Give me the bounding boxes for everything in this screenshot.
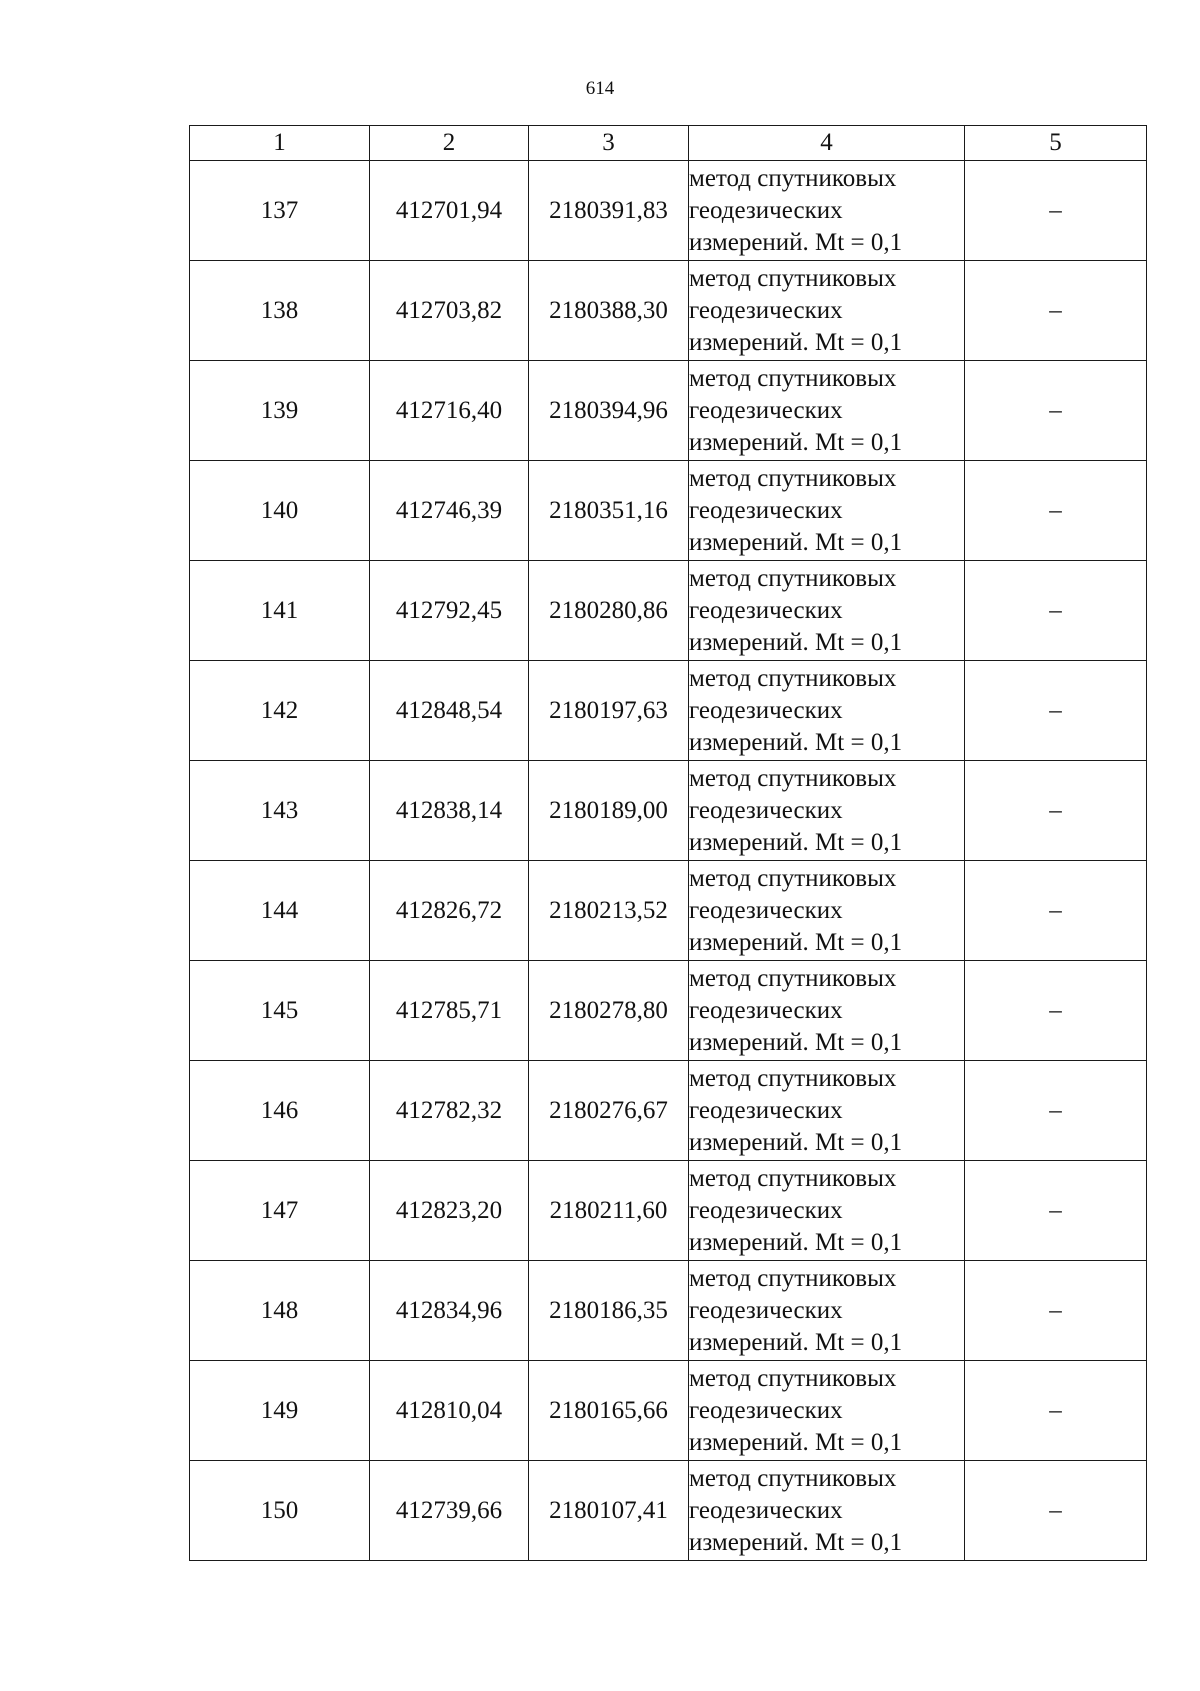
- y-coordinate-cell: 2180197,63: [529, 661, 689, 761]
- method-text-line: измерений. Mt = 0,1: [689, 328, 903, 356]
- table-row: [190, 1061, 1147, 1161]
- y-coordinate-cell: 2180280,86: [529, 561, 689, 661]
- header-cell: 5: [965, 126, 1147, 161]
- method-text-line: измерений. Mt = 0,1: [689, 828, 903, 856]
- point-number-cell: 146: [190, 1061, 370, 1161]
- note-cell: –: [965, 1261, 1147, 1361]
- table-row: [190, 1361, 1147, 1461]
- method-text-line: геодезических: [689, 496, 843, 524]
- method-text-line: метод спутниковых: [689, 1164, 897, 1192]
- table-row: [190, 261, 1147, 361]
- table-row: [190, 861, 1147, 961]
- x-coordinate-cell: 412838,14: [370, 761, 529, 861]
- note-cell: –: [965, 561, 1147, 661]
- method-text-line: измерений. Mt = 0,1: [689, 1228, 903, 1256]
- method-text-line: геодезических: [689, 996, 843, 1024]
- point-number-cell: 137: [190, 161, 370, 261]
- method-cell: [689, 1261, 965, 1361]
- table-row: [190, 1161, 1147, 1261]
- x-coordinate-cell: 412782,32: [370, 1061, 529, 1161]
- method-text-line: метод спутниковых: [689, 664, 897, 692]
- point-number-cell: 148: [190, 1261, 370, 1361]
- method-text-line: метод спутниковых: [689, 464, 897, 492]
- point-number-cell: 139: [190, 361, 370, 461]
- x-coordinate-cell: 412716,40: [370, 361, 529, 461]
- method-text-line: метод спутниковых: [689, 864, 897, 892]
- y-coordinate-cell: 2180388,30: [529, 261, 689, 361]
- method-cell: [689, 1361, 965, 1461]
- method-text-line: метод спутниковых: [689, 1464, 897, 1492]
- table-row: [190, 561, 1147, 661]
- y-coordinate-cell: 2180391,83: [529, 161, 689, 261]
- x-coordinate-cell: 412701,94: [370, 161, 529, 261]
- table-row: [190, 1461, 1147, 1561]
- method-text-line: метод спутниковых: [689, 364, 897, 392]
- method-cell: [689, 661, 965, 761]
- method-cell: [689, 1161, 965, 1261]
- table-body: [190, 161, 1147, 1561]
- method-text-line: измерений. Mt = 0,1: [689, 1528, 903, 1556]
- method-text-line: измерений. Mt = 0,1: [689, 1028, 903, 1056]
- method-text-line: геодезических: [689, 1396, 843, 1424]
- y-coordinate-cell: 2180211,60: [529, 1161, 689, 1261]
- method-text-line: измерений. Mt = 0,1: [689, 928, 903, 956]
- y-coordinate-cell: 2180165,66: [529, 1361, 689, 1461]
- method-cell: [689, 961, 965, 1061]
- y-coordinate-cell: 2180278,80: [529, 961, 689, 1061]
- method-text-line: измерений. Mt = 0,1: [689, 628, 903, 656]
- point-number-cell: 149: [190, 1361, 370, 1461]
- x-coordinate-cell: 412834,96: [370, 1261, 529, 1361]
- method-text-line: геодезических: [689, 1096, 843, 1124]
- method-cell: [689, 361, 965, 461]
- table-row: [190, 461, 1147, 561]
- x-coordinate-cell: 412746,39: [370, 461, 529, 561]
- method-text-line: геодезических: [689, 296, 843, 324]
- method-text-line: измерений. Mt = 0,1: [689, 1428, 903, 1456]
- y-coordinate-cell: 2180189,00: [529, 761, 689, 861]
- method-text-line: метод спутниковых: [689, 164, 897, 192]
- point-number-cell: 140: [190, 461, 370, 561]
- method-text-line: метод спутниковых: [689, 1364, 897, 1392]
- table-row: [190, 361, 1147, 461]
- table-row: [190, 1261, 1147, 1361]
- x-coordinate-cell: 412792,45: [370, 561, 529, 661]
- point-number-cell: 150: [190, 1461, 370, 1561]
- table-row: [190, 761, 1147, 861]
- note-cell: –: [965, 261, 1147, 361]
- x-coordinate-cell: 412848,54: [370, 661, 529, 761]
- note-cell: –: [965, 361, 1147, 461]
- y-coordinate-cell: 2180394,96: [529, 361, 689, 461]
- method-cell: [689, 261, 965, 361]
- note-cell: –: [965, 1061, 1147, 1161]
- note-cell: –: [965, 961, 1147, 1061]
- method-cell: [689, 1461, 965, 1561]
- method-text-line: измерений. Mt = 0,1: [689, 728, 903, 756]
- x-coordinate-cell: 412810,04: [370, 1361, 529, 1461]
- method-cell: [689, 861, 965, 961]
- method-text-line: геодезических: [689, 796, 843, 824]
- point-number-cell: 141: [190, 561, 370, 661]
- note-cell: –: [965, 1361, 1147, 1461]
- y-coordinate-cell: 2180213,52: [529, 861, 689, 961]
- page-number: 614: [585, 78, 615, 99]
- method-cell: [689, 461, 965, 561]
- method-text-line: геодезических: [689, 896, 843, 924]
- x-coordinate-cell: 412823,20: [370, 1161, 529, 1261]
- method-text-line: метод спутниковых: [689, 264, 897, 292]
- coordinates-table: [189, 125, 1147, 1561]
- note-cell: –: [965, 461, 1147, 561]
- method-text-line: геодезических: [689, 396, 843, 424]
- method-cell: [689, 161, 965, 261]
- method-text-line: геодезических: [689, 1196, 843, 1224]
- point-number-cell: 142: [190, 661, 370, 761]
- point-number-cell: 147: [190, 1161, 370, 1261]
- method-text-line: метод спутниковых: [689, 964, 897, 992]
- y-coordinate-cell: 2180276,67: [529, 1061, 689, 1161]
- x-coordinate-cell: 412785,71: [370, 961, 529, 1061]
- method-text-line: геодезических: [689, 196, 843, 224]
- y-coordinate-cell: 2180186,35: [529, 1261, 689, 1361]
- method-text-line: метод спутниковых: [689, 1064, 897, 1092]
- method-text-line: метод спутниковых: [689, 1264, 897, 1292]
- header-cell: 2: [370, 126, 529, 161]
- header-cell: 1: [190, 126, 370, 161]
- method-cell: [689, 761, 965, 861]
- note-cell: –: [965, 1161, 1147, 1261]
- note-cell: –: [965, 161, 1147, 261]
- point-number-cell: 143: [190, 761, 370, 861]
- note-cell: –: [965, 1461, 1147, 1561]
- method-text-line: геодезических: [689, 696, 843, 724]
- point-number-cell: 144: [190, 861, 370, 961]
- method-text-line: геодезических: [689, 1296, 843, 1324]
- header-cell: 4: [689, 126, 965, 161]
- method-text-line: метод спутниковых: [689, 764, 897, 792]
- table-row: [190, 161, 1147, 261]
- method-text-line: геодезических: [689, 596, 843, 624]
- method-cell: [689, 1061, 965, 1161]
- y-coordinate-cell: 2180107,41: [529, 1461, 689, 1561]
- note-cell: –: [965, 661, 1147, 761]
- x-coordinate-cell: 412703,82: [370, 261, 529, 361]
- method-cell: [689, 561, 965, 661]
- note-cell: –: [965, 761, 1147, 861]
- method-text-line: измерений. Mt = 0,1: [689, 428, 903, 456]
- note-cell: –: [965, 861, 1147, 961]
- method-text-line: измерений. Mt = 0,1: [689, 1128, 903, 1156]
- y-coordinate-cell: 2180351,16: [529, 461, 689, 561]
- header-cell: 3: [529, 126, 689, 161]
- method-text-line: геодезических: [689, 1496, 843, 1524]
- x-coordinate-cell: 412826,72: [370, 861, 529, 961]
- x-coordinate-cell: 412739,66: [370, 1461, 529, 1561]
- method-text-line: измерений. Mt = 0,1: [689, 528, 903, 556]
- point-number-cell: 138: [190, 261, 370, 361]
- method-text-line: измерений. Mt = 0,1: [689, 228, 903, 256]
- table-header-row: [190, 126, 1147, 161]
- method-text-line: метод спутниковых: [689, 564, 897, 592]
- table-row: [190, 661, 1147, 761]
- point-number-cell: 145: [190, 961, 370, 1061]
- method-text-line: измерений. Mt = 0,1: [689, 1328, 903, 1356]
- table-row: [190, 961, 1147, 1061]
